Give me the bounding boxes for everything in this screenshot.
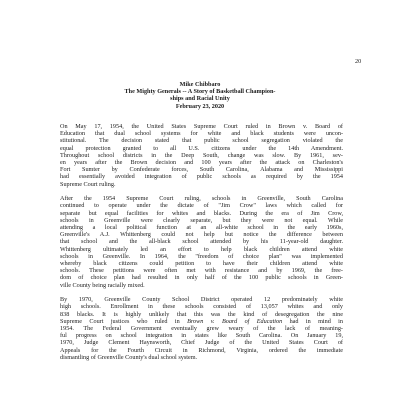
text-line: schools in Greenville. In 1964, the "freedom of choice plan" was implemented bbox=[60, 252, 343, 260]
article-date: February 23, 2020 bbox=[175, 102, 225, 110]
text-line: whereby black citizens could petition to have their children attend white bbox=[60, 260, 343, 268]
text-line: 1970, Judge Clement Haynsworth, Chief Judge of the United States Court of bbox=[60, 339, 343, 347]
text-line: Supreme Court ruling. bbox=[60, 180, 116, 188]
text-line: 838 blacks. It is highly unlikely that this was the kind of desegregation the nine bbox=[60, 310, 343, 318]
text-line: After the 1954 Supreme Court ruling, schools in Greenville, South Carolina bbox=[60, 195, 343, 203]
text-line: dom of choice plan had resulted in only half of the 100 public schools in Green- bbox=[60, 274, 343, 282]
text-line: Throughout school districts in the Deep South, change was slow. By 1961, sev- bbox=[60, 151, 343, 159]
text-line: Supreme Court justices who ruled in Brown v. Board of Education had in mind in bbox=[60, 317, 343, 325]
text-line: that school and the all-black school attended by his 11-year-old daughter. bbox=[60, 238, 343, 246]
text-line: Education that dual school systems for white and black students were uncon- bbox=[60, 130, 343, 138]
author-name: Mike Chibbaro bbox=[179, 81, 221, 88]
text-line: 1954. The Federal Government eventually grew weary of the lack of meaning- bbox=[60, 325, 343, 333]
text-line: ful progress on school integration in states like South Carolina. On January 19, bbox=[60, 332, 343, 340]
text-line: attending a local political function at an all-white school in the early 1960s, bbox=[60, 224, 343, 232]
paragraph-1 bbox=[60, 123, 343, 188]
text-line: separate but equal facilities for whites and blacks. During the era of Jim Crow, bbox=[60, 209, 343, 217]
text-line: schools. These petitions were often met with resistance and by 1969, the free- bbox=[60, 267, 343, 275]
page-number: 20 bbox=[355, 58, 362, 65]
text-line: On May 17, 1954, the United States Supreme Court ruled in Brown v. Board of bbox=[60, 123, 343, 130]
article-body bbox=[60, 123, 343, 368]
paragraph-2 bbox=[60, 195, 343, 289]
text-line: continued to operate under the dictate of "Jim Crow" laws which called for bbox=[60, 202, 343, 210]
text-line: schools in Greenville were clearly separate, but they were not equal. While bbox=[60, 216, 343, 224]
text-line: Fort Sumter by Confederate forces, South Carolina, Alabama and Mississippi bbox=[60, 166, 343, 174]
text-line: Greenville's A.J. Whittenberg could not help but notice the difference between bbox=[60, 231, 343, 239]
article-title-line-2: ships and Racial Unity bbox=[170, 95, 230, 103]
text-line: high schools. Enrollment in these schools consisted of 13,057 whites and only bbox=[60, 303, 343, 311]
article-header bbox=[60, 81, 340, 110]
text-line: en years after the Brown decision and 100 years after the attack on Charleston's bbox=[60, 159, 343, 167]
text-line: Appeals for the Fourth Circuit in Richmond, Virginia, ordered the immediate bbox=[60, 346, 343, 354]
text-line: dismantling of Greenville County's dual school system. bbox=[60, 353, 198, 361]
text-line: ville County being racially mixed. bbox=[60, 281, 145, 289]
case-name: Brown v. Board of Education bbox=[187, 317, 283, 325]
paragraph-3 bbox=[60, 296, 343, 361]
text-line: Whittenberg ultimately led an effort to help black children attend white bbox=[60, 245, 343, 253]
article-title-line-1: The Mighty Generals -- A Story of Basketball Champion- bbox=[124, 88, 276, 96]
text-line: stitutional. The decision stated that public school segregation violated the bbox=[60, 137, 343, 145]
text-line: had essentially avoided integration of public schools as required by the 1954 bbox=[60, 173, 343, 181]
text-line: By 1970, Greenville County School District operated 12 predominately white bbox=[60, 296, 343, 304]
text-line: equal protection granted to all U.S. citizens under the 14th Amendment. bbox=[60, 144, 343, 152]
